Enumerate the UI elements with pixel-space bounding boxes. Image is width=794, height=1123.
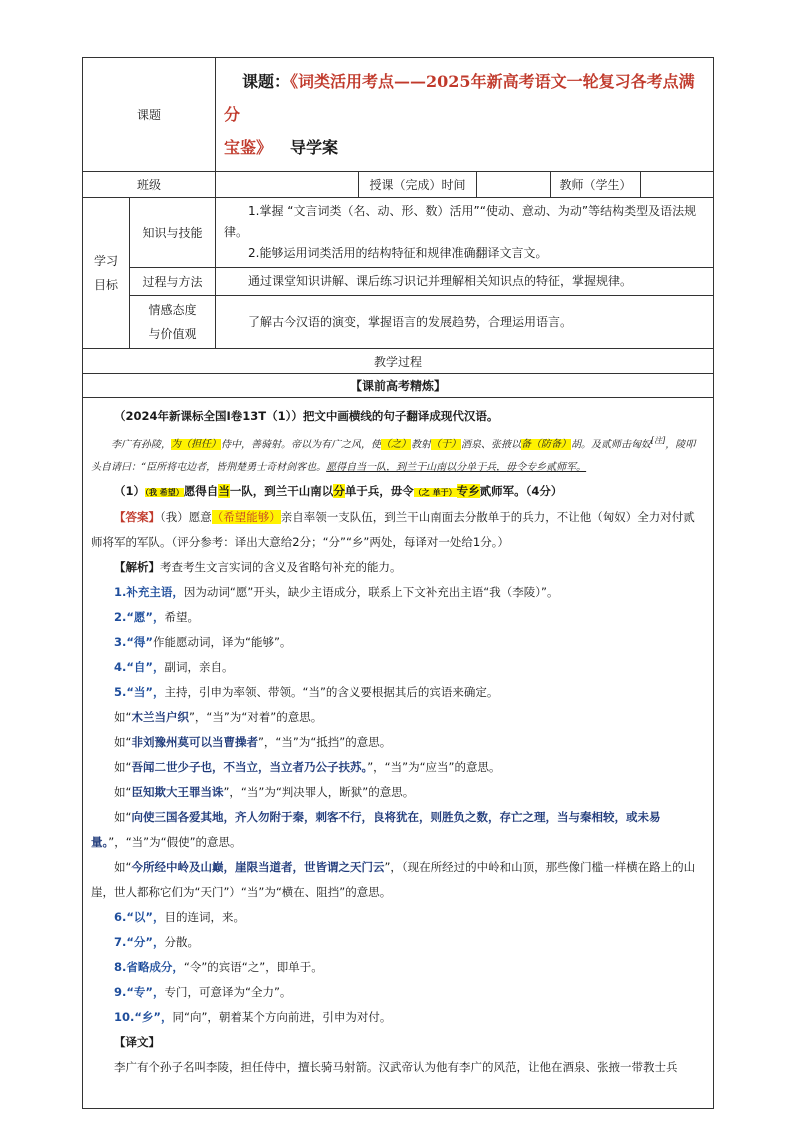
objectives-group-cell — [83, 198, 130, 349]
section-heading-cell — [83, 374, 714, 398]
objective-label-cell — [130, 268, 216, 296]
question-intro: （2024年新课标全国Ⅰ卷13T（1））把文中画横线的句子翻译成现代汉语。 — [114, 409, 499, 423]
question-text: 一队，到兰干山南以 — [229, 484, 334, 499]
source-text: 胡。及 — [571, 439, 601, 451]
teacher-label: 教师（学生） — [559, 178, 632, 192]
title-red-1: 《词类活用考点——2025年新高考语文一轮复习各考点满分 — [224, 72, 695, 124]
analysis-item-key: 4.“自”， — [114, 660, 165, 675]
analysis-item-text: 副词，亲自。 — [164, 660, 234, 675]
teacher-value-cell — [641, 172, 714, 198]
analysis-intro — [91, 555, 705, 580]
analysis-item — [91, 655, 705, 680]
analysis-item — [91, 930, 705, 955]
lesson-plan-table — [82, 57, 714, 1109]
objective-label-knowledge: 知识与技能 — [142, 226, 203, 240]
section-heading: 【课前高考精炼】 — [350, 379, 447, 393]
source-text: 贰师击匈奴 — [601, 439, 651, 451]
analysis-label: 【解析】 — [114, 560, 160, 575]
objective-text-cell — [216, 268, 714, 296]
objectives-label-2: 目标 — [93, 278, 118, 292]
process-label-cell — [83, 349, 714, 374]
analysis-item-key: 8.省略成分， — [114, 960, 184, 975]
example-prefix: 如“ — [114, 735, 132, 750]
example-explanation: ”，“当”为“判决罪人，断狱”的意思。 — [223, 785, 415, 800]
footnote-marker: [注] — [651, 436, 666, 445]
analysis-example — [91, 705, 705, 730]
analysis-item-key: 9.“专”， — [114, 985, 165, 1000]
objectives-label-1: 学习 — [93, 254, 118, 268]
answer-text: （我）愿意 — [160, 510, 212, 525]
source-highlight: 备（防备） — [521, 439, 571, 451]
example-explanation: ”，“当”为“对着”的意思。 — [188, 710, 323, 725]
question-sentence — [91, 479, 705, 505]
objective-label-cell — [130, 296, 216, 349]
analysis-item — [91, 1005, 705, 1030]
source-text: 李广有孙陵， — [111, 439, 171, 451]
example-quote: 向使三国各爱其地，齐人勿附于秦，刺客不行，良将犹在，则胜负之数，存亡之理，当与秦相较，或未易量。 — [91, 810, 661, 850]
analysis-item — [91, 580, 705, 605]
analysis-item-text: 同“向”，朝着某个方向前进，引申为对付。 — [172, 1010, 392, 1025]
source-text: ，陵叩头自请曰：“臣所将屯边者，皆荆楚勇士奇材剑客也。 — [91, 439, 696, 474]
source-text: 酒泉、张掖以 — [461, 439, 521, 451]
objective-label-process: 过程与方法 — [142, 275, 203, 289]
analysis-item — [91, 680, 705, 705]
study-guide-page — [82, 57, 713, 1109]
analysis-item-key: 10.“乡”， — [114, 1010, 173, 1025]
question-annotation: （之 单于） — [413, 488, 457, 498]
topic-label-cell — [83, 58, 216, 172]
analysis-item — [91, 980, 705, 1005]
example-explanation: ”，“当”为“抵挡”的意思。 — [257, 735, 392, 750]
question-keyword: 专乡 — [456, 484, 480, 499]
objective-process-text: 通过课堂知识讲解、课后练习识记并理解相关知识点的特征，掌握规律。 — [248, 274, 633, 288]
question-number: （1） — [114, 484, 146, 499]
title-cell — [216, 58, 714, 172]
analysis-item — [91, 905, 705, 930]
example-explanation: ”，（现在所经过的中岭和山顶，那些像门槛一样横在路上的山崖，世人都称它们为“天门”）“当”为“横在、阻挡”的意思。 — [91, 860, 696, 900]
example-explanation: ”，“当”为“应当”的意思。 — [367, 760, 501, 775]
analysis-item — [91, 955, 705, 980]
analysis-example — [91, 730, 705, 755]
objective-text-cell — [216, 296, 714, 349]
analysis-example — [91, 780, 705, 805]
analysis-item-text: 希望。 — [164, 610, 199, 625]
example-quote: 今所经中岭及山巅，崖限当道者，世皆谓之天门云 — [131, 860, 385, 875]
title-prefix: 课题： — [242, 72, 291, 91]
example-quote: 吾闻二世少子也，不当立，当立者乃公子扶苏。 — [131, 760, 368, 775]
example-prefix: 如“ — [114, 860, 132, 875]
class-value-cell — [216, 172, 359, 198]
title-red-2: 宝鉴》 — [224, 138, 273, 157]
answer-paragraph — [91, 505, 705, 555]
analysis-item-key: 6.“以”， — [114, 910, 165, 925]
class-label-cell — [83, 172, 216, 198]
class-label: 班级 — [137, 178, 162, 192]
question-text: 单于兵，毋令 — [344, 484, 414, 499]
analysis-item-key: 3.“得” — [114, 635, 153, 650]
analysis-example — [91, 855, 705, 905]
source-highlight: （于） — [431, 439, 461, 451]
example-prefix: 如“ — [114, 710, 132, 725]
title-suffix: 导学案 — [290, 138, 339, 157]
example-prefix: 如“ — [114, 785, 132, 800]
example-quote: 臣知欺大王罪当诛 — [131, 785, 224, 800]
source-text: 教射 — [411, 439, 431, 451]
analysis-item-key: 2.“愿”， — [114, 610, 165, 625]
objective-text-cell — [216, 198, 714, 268]
analysis-item — [91, 630, 705, 655]
analysis-item-text: 目的连词，来。 — [164, 910, 245, 925]
objective-knowledge-line-1: 1.掌握 “文言词类（名、动、形、数）活用”“使动、意动、为动”等结构类型及语法规律。 — [224, 204, 697, 239]
objective-knowledge-line-2: 2.能够运用词类活用的结构特征和规律准确翻译文言文。 — [248, 246, 548, 260]
analysis-item-text: 作能愿动词，译为“能够”。 — [153, 635, 292, 650]
analysis-item-key: 1.补充主语， — [114, 585, 184, 600]
analysis-item-text: 专门，可意译为“全力”。 — [164, 985, 292, 1000]
question-text: 愿得自 — [183, 484, 219, 499]
question-keyword: 分 — [333, 484, 345, 499]
question-annotation: （我 希望） — [145, 488, 184, 498]
translation-label: 【译文】 — [114, 1035, 160, 1050]
question-text: 贰师军。（4分） — [479, 484, 563, 499]
teacher-label-cell — [551, 172, 641, 198]
analysis-item-key: 7.“分”， — [114, 935, 165, 950]
analysis-item-key: 5.“当”， — [114, 685, 165, 700]
analysis-example — [91, 805, 705, 855]
source-highlight: 为（担任） — [171, 439, 221, 451]
underlined-sentence: 愿得自当一队，到兰干山南以分单于兵， — [326, 462, 507, 474]
time-label-cell — [359, 172, 477, 198]
topic-label: 课题 — [137, 108, 162, 122]
underlined-sentence: 毋令专乡贰师军。 — [506, 462, 587, 474]
content-cell — [83, 398, 714, 1109]
answer-text: 亲自率领一支队伍，到兰干山南面去分散单于的兵力，不让他（匈奴）全力对付贰师将军的军队。（评分参考：译出大意给2分；“分”“乡”两处，每译对一处给1分。） — [91, 510, 695, 550]
answer-highlight: （希望能够） — [211, 510, 281, 525]
analysis-intro-text: 考查考生文言实词的含义及省略句补充的能力。 — [160, 560, 402, 575]
source-text: 侍中，善骑射。帝以为有广之风，使 — [221, 439, 381, 451]
objective-attitude-text: 了解古今汉语的演变，掌握语言的发展趋势，合理运用语言。 — [248, 314, 573, 329]
example-explanation: ”，“当”为“假使”的意思。 — [108, 835, 242, 850]
analysis-item-text: 分散。 — [164, 935, 199, 950]
source-passage — [91, 429, 705, 479]
example-quote: 非刘豫州莫可以当曹操者 — [131, 735, 258, 750]
example-quote: 木兰当户织 — [131, 710, 189, 725]
process-label: 教学过程 — [374, 354, 423, 369]
analysis-item-text: 因为动词“愿”开头，缺少主语成分，联系上下文补充出主语“我（李陵）”。 — [183, 585, 559, 600]
time-label: 授课（完成）时间 — [369, 178, 466, 192]
objective-label-attitude-2: 与价值观 — [148, 327, 197, 341]
objective-label-cell — [130, 198, 216, 268]
question-keyword: 当 — [218, 484, 230, 499]
objective-label-attitude-1: 情感态度 — [148, 303, 197, 317]
analysis-item-text: “令”的宾语“之”，即单于。 — [183, 960, 323, 975]
analysis-example — [91, 755, 705, 780]
source-highlight: （之） — [381, 439, 411, 451]
analysis-item-text: 主持，引申为率领、带领。“当”的含义要根据其后的宾语来确定。 — [164, 685, 499, 700]
example-prefix: 如“ — [114, 760, 132, 775]
time-value-cell — [477, 172, 551, 198]
analysis-item — [91, 605, 705, 630]
answer-label: 【答案】 — [114, 510, 160, 525]
translation-text: 李广有个孙子名叫李陵，担任侍中，擅长骑马射箭。汉武帝认为他有李广的风范，让他在酒泉、张掖一带教士兵 — [114, 1060, 678, 1075]
example-prefix: 如“ — [114, 810, 132, 825]
